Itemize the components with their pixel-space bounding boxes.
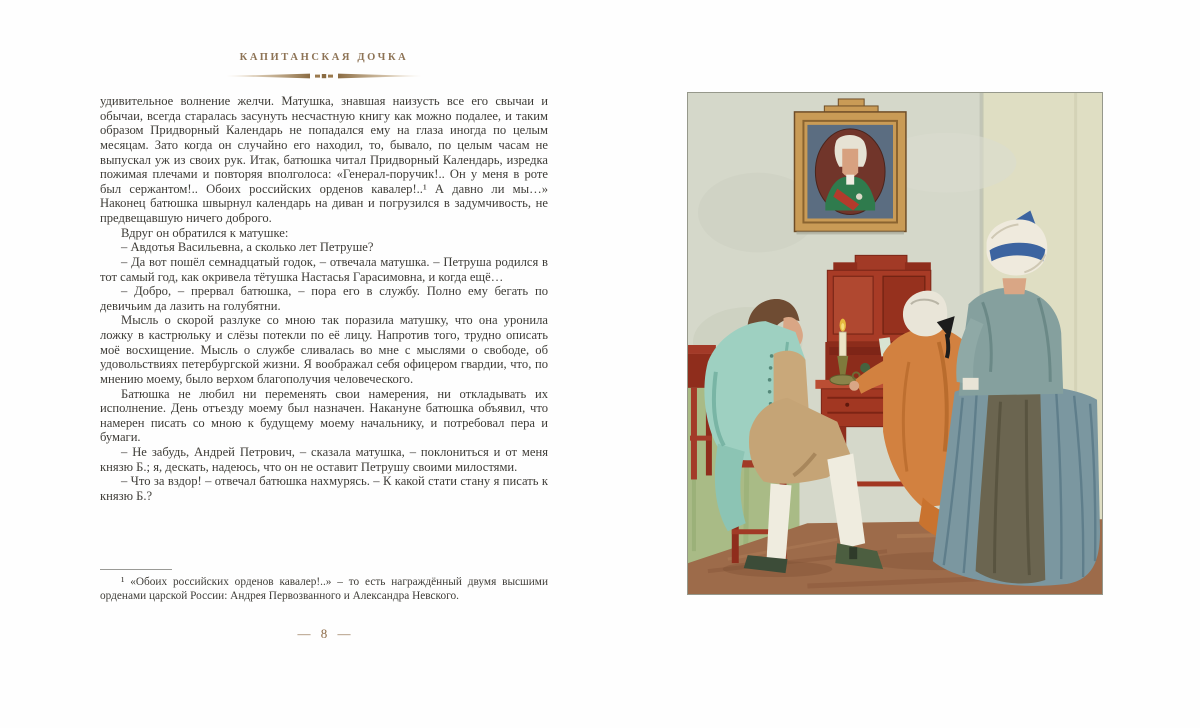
paragraph: – Добро, – прервал батюшка, – пора его в службу. Полно ему бегать по девичьим да лазить на голубятни. <box>100 284 548 313</box>
portrait-painting <box>794 99 905 234</box>
footnote-divider <box>100 569 172 570</box>
paragraph: – Что за вздор! – отвечал батюшка нахмурясь. – К какой стати стану я писать к князю Б.? <box>100 474 548 503</box>
paragraph: удивительное волнение желчи. Матушка, знавшая наизусть все его свычаи и обычаи, всегда старалась засунуть несчастную книгу как можно подалее, и таким образом Придворный Календарь не попадался ему на глаза иногда по целым месяцам. Зато когда он случайно его находил, то, бывало, по целым часам не выпускал уж из своих рук. Итак, батюшка читал Придворный Календарь, изредка пожимая плечами и повторяя вполголоса: «Генерал-поручик!.. Он у меня в роте был сержантом!.. Обоих российских орденов кавалер!..¹ А давно ли мы…» Наконец батюшка швырнул календарь на диван и погрузился в задумчивость, не предвещавшую ничего доброго. <box>100 94 548 225</box>
paragraph: – Да вот пошёл семнадцатый годок, – отвечала матушка. – Петруша родился в тот самый год, как окривела тётушка Настасья Гарасимовна, и когда ещё… <box>100 254 548 284</box>
running-title: КАПИТАНСКАЯ ДОЧКА <box>239 52 409 63</box>
paragraph: – Авдотья Васильевна, а сколько лет Петруше? <box>121 240 374 255</box>
body-text <box>100 94 548 504</box>
watercolor-illustration <box>688 93 1102 594</box>
chapter-ornament-divider <box>226 71 422 81</box>
paragraph: Мысль о скорой разлуке со мною так поразила матушку, что она уронила ложку в кастрюльку и слёзы потекли по её лицу. Напротив того, трудно описать моё восхищение. Мысль о службе сливалась во мне с мыслями о свободе, об удовольствиях петербургской жизни. Я воображал себя офицером гвардии, что, по мнению моему, было верхом благополучия человеческого. <box>100 313 548 386</box>
right-page <box>687 92 1103 595</box>
page-number: — 8 — <box>297 626 351 641</box>
paragraph: – Не забудь, Андрей Петрович, – сказала матушка, – поклониться и от меня князю Б.; я, дескать, надеюсь, что он не оставит Петрушу своими милостями. <box>100 445 548 474</box>
paragraph: Батюшка не любил ни переменять свои намерения, ни откладывать их исполнение. День отъезду моему был назначен. Накануне батюшка объявил, что намерен писать со мною к будущему моему начальнику, и потребовал пера и бумаги. <box>100 386 548 445</box>
footnote-text: ¹ «Обоих российских орденов кавалер!..» – то есть награждённый двумя высшими орденами царской России: Андрея Первозванного и Александра Невского. <box>100 576 548 602</box>
paragraph: Вдруг он обратился к матушке: <box>121 225 289 240</box>
left-page <box>100 52 548 652</box>
footnote-block <box>100 569 548 604</box>
